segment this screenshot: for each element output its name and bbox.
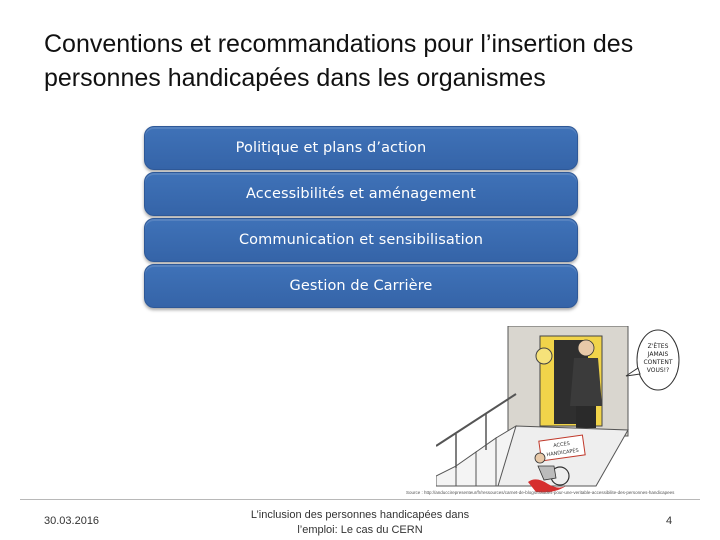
man-legs: [576, 406, 596, 428]
bar-accessibilite: [144, 172, 578, 216]
footer-date: 30.03.2016: [44, 515, 100, 527]
bar-politique: [144, 126, 578, 170]
footer-title: L’inclusion des personnes handicapées dans l’emploi: Le cas du CERN: [250, 509, 470, 536]
speech-line: CONTENT: [643, 359, 673, 366]
cartoon-illustration: [436, 326, 680, 494]
bar-communication: [144, 218, 578, 262]
porthole: [536, 348, 552, 364]
speech-line: VOUS!?: [646, 367, 670, 374]
page-number: 4: [666, 515, 673, 527]
speech-line: Z'ÊTES: [647, 343, 669, 350]
svg-text:ACCÈS: ACCÈS: [552, 440, 571, 450]
svg-text:HANDICAPÉS: HANDICAPÉS: [546, 447, 580, 459]
bar-label: Accessibilités et aménagement: [246, 186, 476, 202]
person-head: [535, 453, 545, 463]
bar-gestion-carriere: [144, 264, 578, 308]
image-source: Source : http://anduccirepresenteur/fr/ressources/carnet-de-blogs/traudes-pour-une-veritable-accessibilite-des-personnes-handicapees: [406, 490, 675, 495]
bar-label: Politique et plans d’action: [235, 140, 427, 156]
man-body: [570, 358, 602, 406]
man-head: [578, 340, 594, 356]
bar-label: Communication et sensibilisation: [238, 232, 484, 248]
slide-title: Conventions et recommandations pour l’insertion des personnes handicapées dans les organismes: [44, 30, 634, 92]
speech-line: JAMAIS: [647, 351, 669, 358]
bar-label: Gestion de Carrière: [289, 278, 433, 294]
footer-divider: [20, 499, 700, 500]
